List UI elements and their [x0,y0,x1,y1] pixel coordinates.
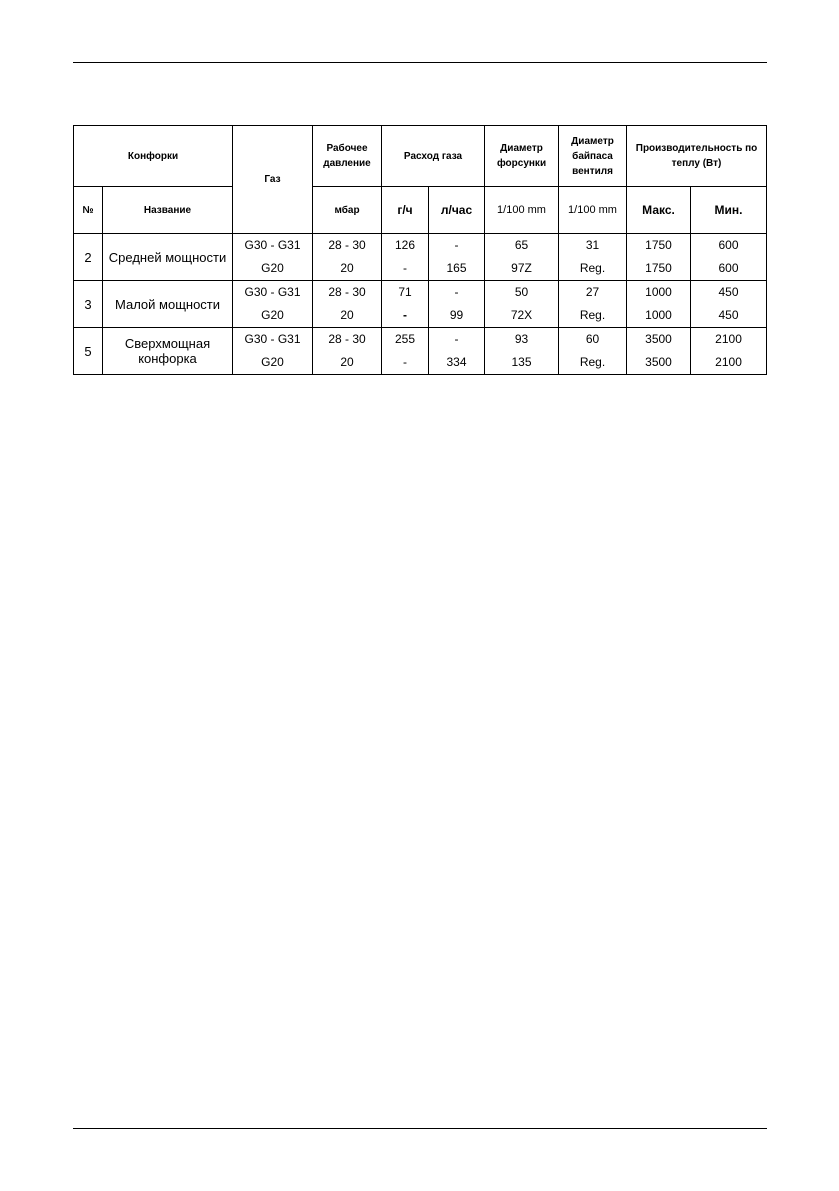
power-min: 600 [691,234,767,258]
nozzle-diameter: 97Z [485,257,559,281]
nozzle-diameter: 72X [485,304,559,328]
header-bypass: Диаметр байпаса вентиля [559,126,627,187]
consumption-lh: 334 [429,351,485,375]
header-nozzle: Диаметр форсунки [485,126,559,187]
consumption-lh: 99 [429,304,485,328]
burner-number: 2 [74,234,103,281]
nozzle-diameter: 50 [485,281,559,305]
pressure-value: 28 - 30 [313,234,382,258]
consumption-gh: - [382,257,429,281]
power-max: 3500 [627,328,691,352]
power-min: 2100 [691,328,767,352]
top-rule [73,62,767,63]
power-max: 1000 [627,304,691,328]
gas-type: G20 [233,304,313,328]
header-name: Название [103,187,233,234]
burner-name: Сверхмощная конфорка [103,328,233,375]
burner-number: 5 [74,328,103,375]
gas-type: G20 [233,351,313,375]
power-max: 1750 [627,234,691,258]
power-min: 450 [691,281,767,305]
burner-number: 3 [74,281,103,328]
pressure-value: 28 - 30 [313,328,382,352]
consumption-lh: - [429,234,485,258]
power-max: 1750 [627,257,691,281]
bypass-diameter: Reg. [559,304,627,328]
header-max: Макс. [627,187,691,234]
bypass-diameter: 27 [559,281,627,305]
power-min: 600 [691,257,767,281]
consumption-gh: 126 [382,234,429,258]
consumption-lh: 165 [429,257,485,281]
burner-name: Малой мощности [103,281,233,328]
power-max: 1000 [627,281,691,305]
header-consumption: Расход газа [382,126,485,187]
bottom-rule [73,1128,767,1129]
pressure-value: 28 - 30 [313,281,382,305]
pressure-value: 20 [313,257,382,281]
nozzle-diameter: 135 [485,351,559,375]
consumption-gh: 255 [382,328,429,352]
header-pressure-unit: мбар [313,187,382,234]
consumption-lh: - [429,328,485,352]
power-min: 2100 [691,351,767,375]
header-pressure: Рабочее давление [313,126,382,187]
header-row-1 [74,126,767,187]
header-gh: г/ч [382,187,429,234]
header-gas: Газ [233,126,313,234]
bypass-diameter: Reg. [559,351,627,375]
pressure-value: 20 [313,351,382,375]
consumption-gh: - [382,304,429,328]
gas-type: G30 - G31 [233,328,313,352]
burner-spec-table [73,125,767,375]
pressure-value: 20 [313,304,382,328]
bypass-diameter: 60 [559,328,627,352]
bypass-diameter: Reg. [559,257,627,281]
table-row [74,281,767,305]
consumption-gh: - [382,351,429,375]
burner-name: Средней мощности [103,234,233,281]
table-row [74,328,767,352]
header-power: Производительность по теплу (Вт) [627,126,767,187]
power-min: 450 [691,304,767,328]
header-min: Мин. [691,187,767,234]
power-max: 3500 [627,351,691,375]
gas-type: G30 - G31 [233,281,313,305]
consumption-lh: - [429,281,485,305]
header-nozzle-unit: 1/100 mm [485,187,559,234]
table-row [74,234,767,258]
gas-type: G20 [233,257,313,281]
nozzle-diameter: 65 [485,234,559,258]
gas-type: G30 - G31 [233,234,313,258]
consumption-gh: 71 [382,281,429,305]
bypass-diameter: 31 [559,234,627,258]
header-burners: Конфорки [74,126,233,187]
header-lh: л/час [429,187,485,234]
header-num: № [74,187,103,234]
nozzle-diameter: 93 [485,328,559,352]
header-row-2 [74,187,767,234]
header-bypass-unit: 1/100 mm [559,187,627,234]
